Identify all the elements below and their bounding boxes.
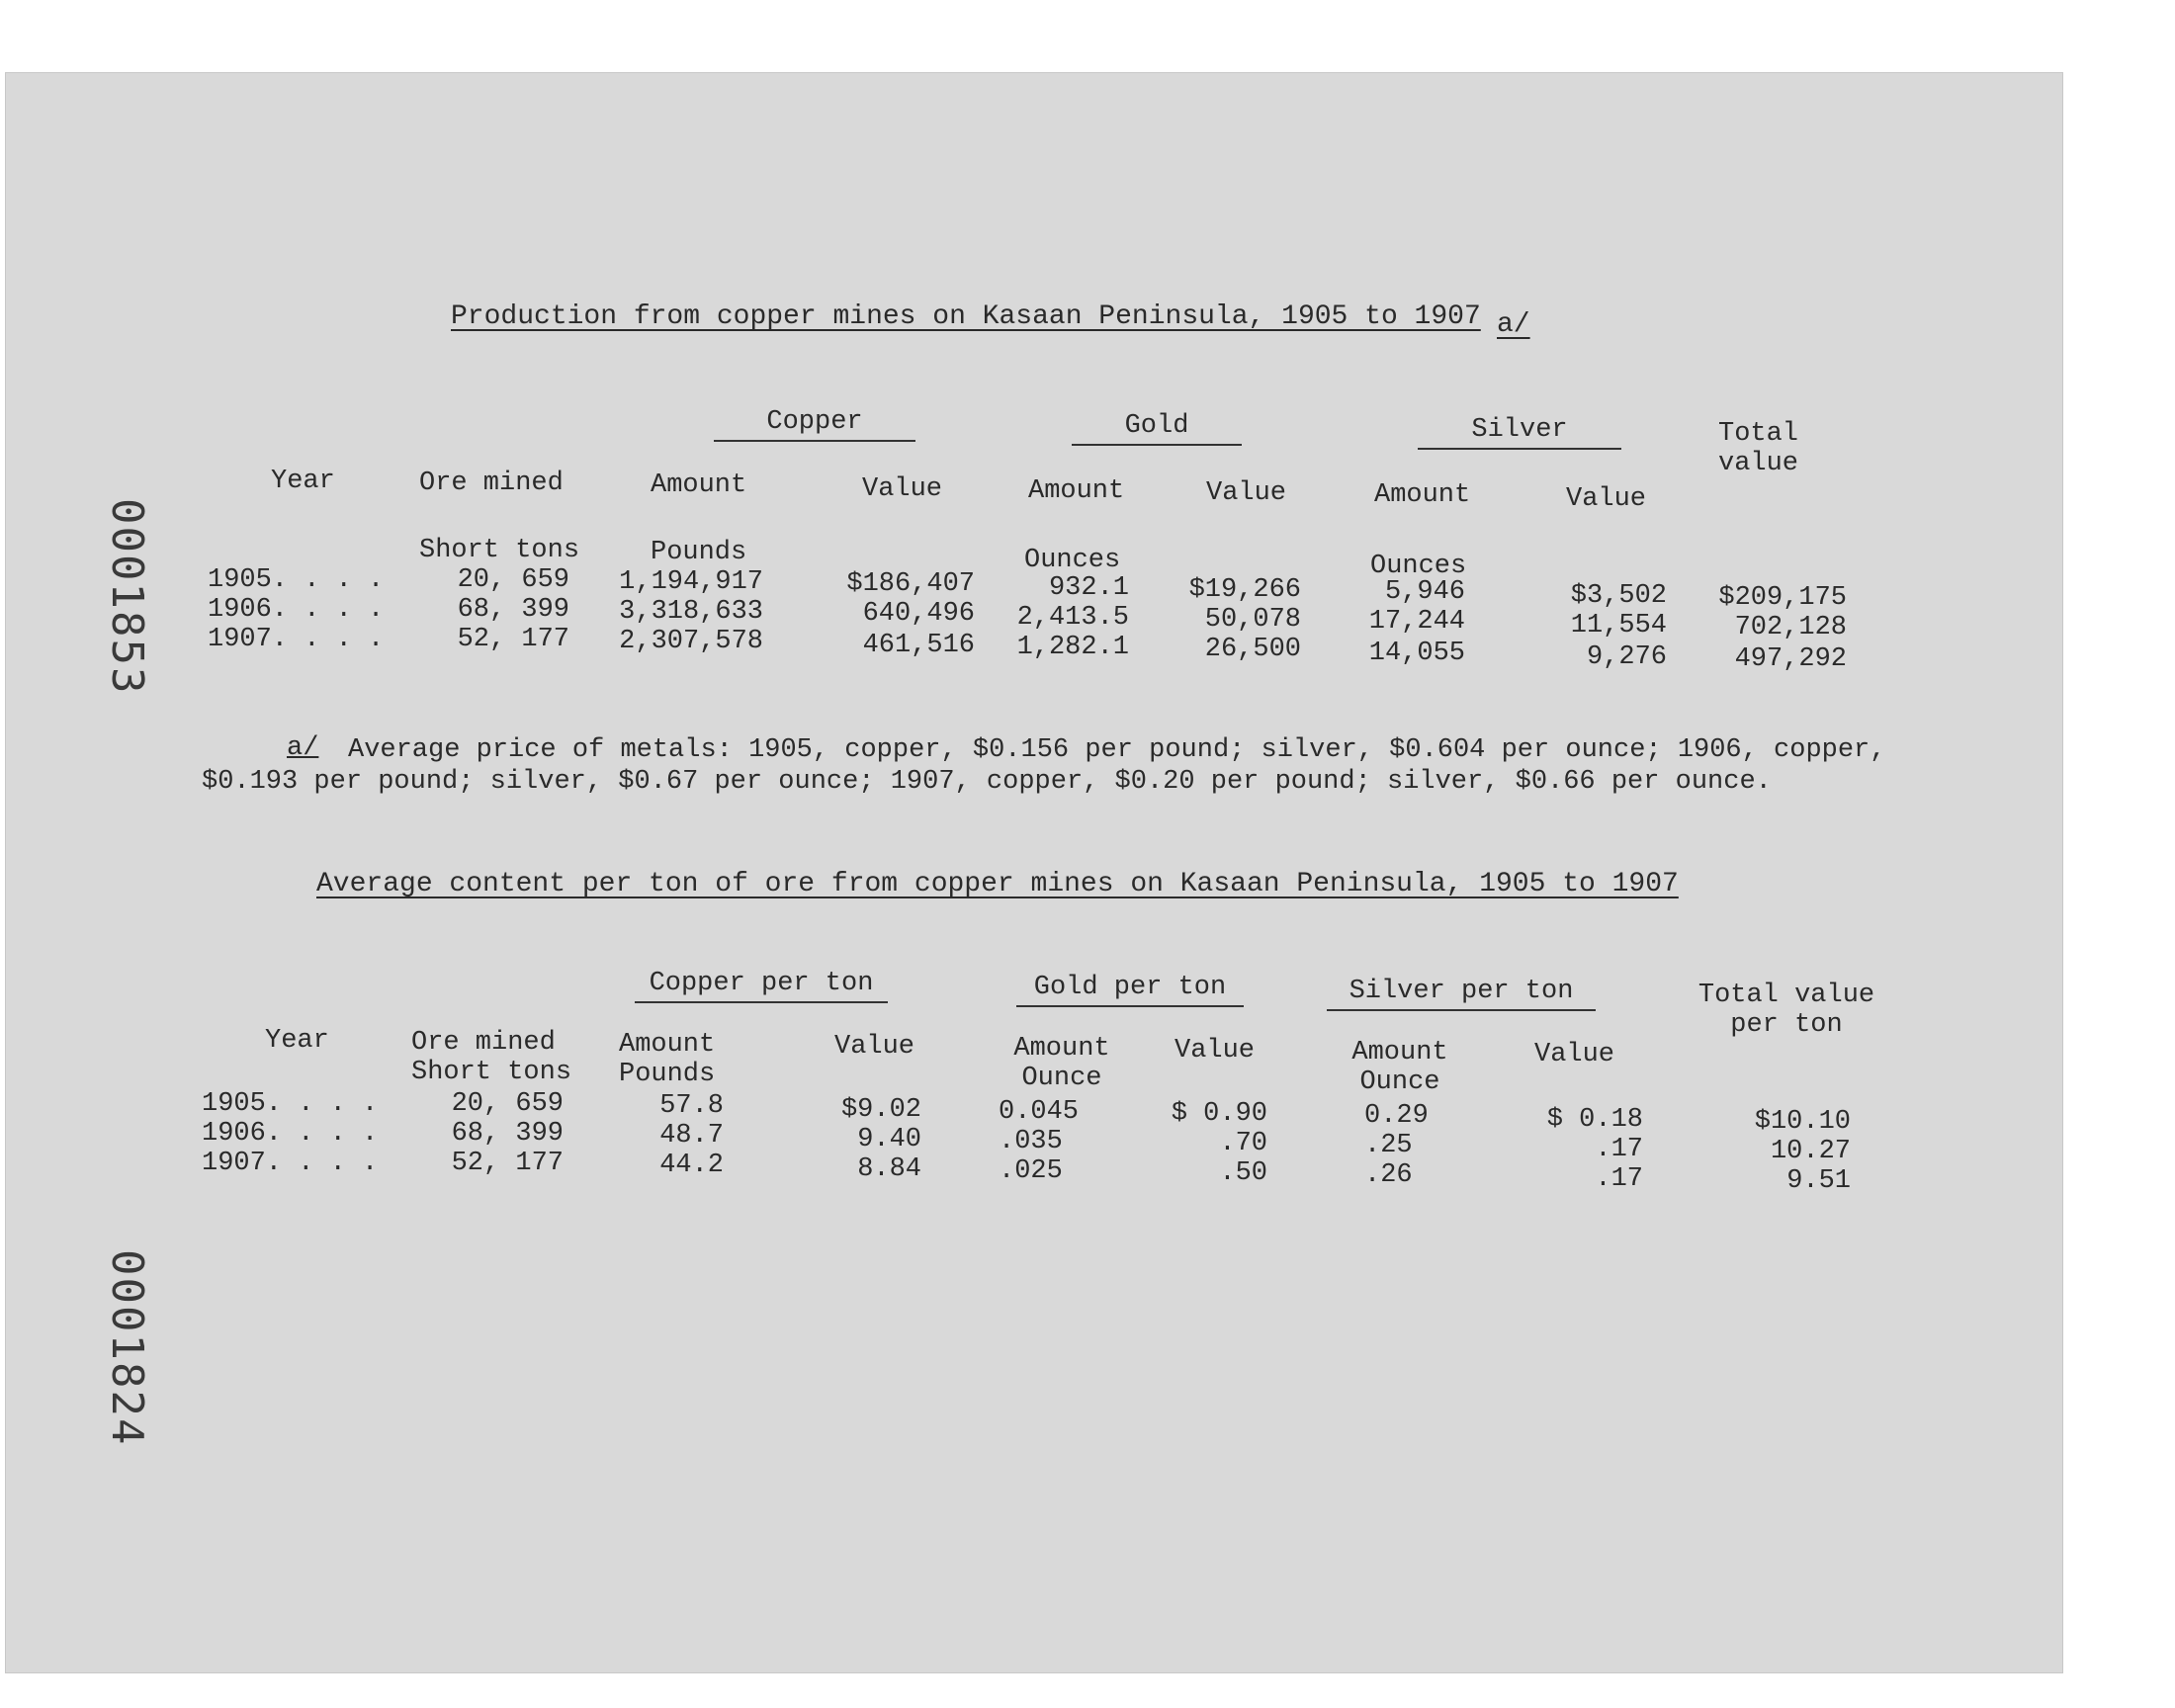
table2-group-silver: Silver per ton — [1327, 977, 1596, 1011]
table1-cell-ag-amount: 17,244 — [1368, 607, 1465, 637]
table1-cell-year: 1906. . . . — [208, 595, 385, 625]
table1-cell-cu-amount: 3,318,633 — [619, 597, 763, 627]
table2-title: Average content per ton of ore from copper mines on Kasaan Peninsula, 1905 to 1907 — [316, 869, 1679, 899]
table1-cell-cu-value: 461,516 — [862, 631, 975, 660]
table2-cell-total: 9.51 — [1786, 1166, 1851, 1196]
table1-cell-year: 1905. . . . — [208, 565, 385, 595]
table2-cell-ag-amount: .25 — [1364, 1131, 1413, 1160]
table2-cell-ore: 68, 399 — [451, 1119, 564, 1149]
table1-header-ore: Ore mined — [419, 469, 564, 498]
table1-cell-ag-amount: 5,946 — [1384, 577, 1465, 607]
archive-stamp-bottom: 0001824 — [102, 1249, 152, 1447]
table1-cell-ag-value: 11,554 — [1570, 611, 1667, 640]
footnote-marker: a/ — [287, 733, 319, 763]
table1-cell-ag-value: $3,502 — [1570, 581, 1667, 611]
table1-header-ag-value: Value — [1566, 484, 1647, 514]
table1-header-ag-amount: Amount — [1374, 480, 1471, 510]
table2-cell-cu-amount: 57.8 — [659, 1091, 724, 1121]
table1-cell-total: 702,128 — [1734, 613, 1847, 642]
table2-group-total: Total value per ton — [1697, 981, 1875, 1040]
table1-cell-au-value: $19,266 — [1188, 575, 1301, 605]
table2-cell-cu-amount: 48.7 — [659, 1121, 724, 1151]
document-page — [6, 73, 2062, 1672]
table1-cell-au-value: 26,500 — [1204, 635, 1301, 664]
table2-cell-au-value: .70 — [1219, 1129, 1267, 1158]
footnote-line-2: $0.193 per pound; silver, $0.67 per ounce; 1907, copper, $0.20 per pound; silver, $0.66 per ounce. — [202, 767, 1772, 797]
table2-cell-au-value: $ 0.90 — [1171, 1099, 1267, 1129]
table1-cell-total: $209,175 — [1718, 583, 1847, 613]
table1-cell-au-amount: 2,413.5 — [1016, 603, 1129, 633]
table2-header-ag-amount: Amount Ounce — [1351, 1038, 1448, 1097]
table1-group-copper: Copper — [714, 407, 915, 442]
table1-title: Production from copper mines on Kasaan Peninsula, 1905 to 1907 — [451, 301, 1481, 332]
table2-header-year: Year — [265, 1026, 329, 1056]
table1-cell-year: 1907. . . . — [208, 625, 385, 654]
table1-header-cu-amount: Amount — [651, 470, 747, 500]
table2-cell-year: 1906. . . . — [202, 1119, 379, 1149]
table2-cell-au-amount: .025 — [999, 1156, 1063, 1186]
table2-cell-year: 1907. . . . — [202, 1149, 379, 1178]
footnote-line-1: Average price of metals: 1905, copper, $0.156 per pound; silver, $0.604 per ounce; 1906, copper, — [348, 735, 1886, 765]
table1-group-gold: Gold — [1072, 411, 1242, 446]
table1-unit-ag: Ounces — [1370, 552, 1467, 581]
table2-cell-total: $10.10 — [1754, 1107, 1851, 1137]
table1-cell-au-amount: 1,282.1 — [1016, 633, 1129, 662]
table1-cell-ag-value: 9,276 — [1586, 642, 1667, 672]
table2-cell-cu-value: 9.40 — [857, 1125, 921, 1154]
table2-header-cu-amount: Amount Pounds — [619, 1030, 716, 1089]
table2-cell-ag-value: $ 0.18 — [1546, 1105, 1643, 1135]
table2-cell-ore: 52, 177 — [451, 1149, 564, 1178]
table1-header-au-value: Value — [1206, 478, 1287, 508]
table1-cell-total: 497,292 — [1734, 644, 1847, 674]
table2-cell-ag-value: .17 — [1595, 1135, 1643, 1164]
table1-cell-cu-value: $186,407 — [846, 569, 975, 599]
table1-cell-cu-value: 640,496 — [862, 599, 975, 629]
table2-header-cu-value: Value — [834, 1032, 915, 1062]
table2-cell-cu-amount: 44.2 — [659, 1151, 724, 1180]
table1-header-cu-value: Value — [862, 474, 943, 504]
table1-group-silver: Silver — [1418, 415, 1621, 450]
table2-header-ag-value: Value — [1534, 1040, 1615, 1069]
table2-cell-ag-value: .17 — [1595, 1164, 1643, 1194]
table1-header-au-amount: Amount — [1028, 476, 1125, 506]
table2-group-copper: Copper per ton — [635, 969, 888, 1003]
table2-cell-total: 10.27 — [1770, 1137, 1851, 1166]
table2-cell-au-value: .50 — [1219, 1158, 1267, 1188]
table1-title-note: a/ — [1497, 309, 1530, 340]
table2-cell-cu-value: 8.84 — [857, 1154, 921, 1184]
archive-stamp-top: 0001853 — [102, 498, 152, 696]
table1-unit-au: Ounces — [1024, 546, 1121, 575]
table2-header-au-amount: Amount Ounce — [1013, 1034, 1110, 1093]
table1-cell-ag-amount: 14,055 — [1368, 639, 1465, 668]
table2-cell-ore: 20, 659 — [451, 1089, 564, 1119]
table2-cell-ag-amount: .26 — [1364, 1160, 1413, 1190]
table1-cell-cu-amount: 2,307,578 — [619, 627, 763, 656]
table1-cell-cu-amount: 1,194,917 — [619, 567, 763, 597]
page-margin — [2062, 0, 2175, 1708]
table1-cell-au-amount: 932.1 — [1048, 573, 1129, 603]
table1-header-year: Year — [271, 467, 335, 496]
table2-cell-cu-value: $9.02 — [840, 1095, 921, 1125]
table1-cell-ore: 68, 399 — [457, 595, 569, 625]
table1-unit-cu: Pounds — [651, 538, 747, 567]
table1-cell-ore: 20, 659 — [457, 565, 569, 595]
table1-cell-au-value: 50,078 — [1204, 605, 1301, 635]
table1-group-total: Total value — [1718, 419, 1799, 478]
table1-unit-ore: Short tons — [419, 536, 580, 565]
table1-cell-ore: 52, 177 — [457, 625, 569, 654]
table2-group-gold: Gold per ton — [1016, 973, 1244, 1007]
table2-cell-au-amount: 0.045 — [999, 1097, 1080, 1127]
table2-cell-au-amount: .035 — [999, 1127, 1063, 1156]
table2-cell-ag-amount: 0.29 — [1364, 1101, 1429, 1131]
table2-header-au-value: Value — [1174, 1036, 1256, 1066]
table2-header-ore: Ore mined Short tons — [411, 1028, 572, 1087]
table2-cell-year: 1905. . . . — [202, 1089, 379, 1119]
